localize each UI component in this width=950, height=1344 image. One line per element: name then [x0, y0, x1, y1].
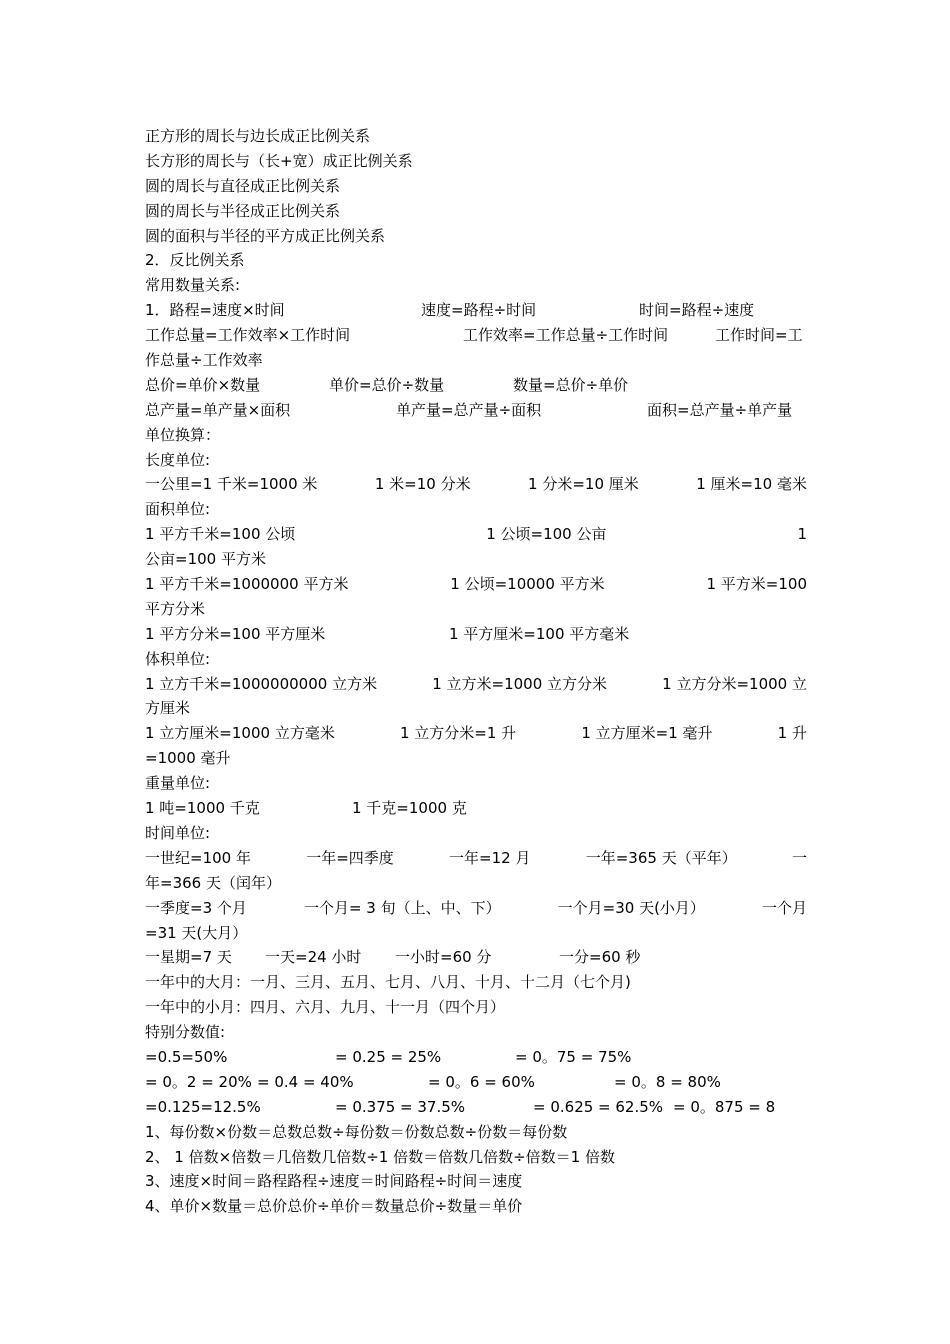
- section-heading: 特别分数值:: [145, 1023, 226, 1042]
- text-row: [145, 1045, 807, 1070]
- conversion: 1 米=10 分米: [374, 475, 471, 494]
- text-row: [145, 622, 807, 647]
- conversion: 一个月=30 天(小月）: [557, 898, 705, 917]
- text-row: [145, 945, 807, 970]
- conversion: 1 立方米=1000 立方分米: [432, 674, 608, 693]
- section-heading: 2．反比例关系: [145, 251, 245, 270]
- formula: 单产量=总产量÷面积: [396, 400, 542, 419]
- text-line: 圆的面积与半径的平方成正比例关系: [145, 226, 386, 245]
- text-line: 圆的周长与半径成正比例关系: [145, 201, 341, 220]
- text-line: 公亩=100 平方米: [145, 550, 266, 569]
- text-row: [145, 398, 807, 423]
- fraction-value: = 0.25 = 25%: [335, 1047, 442, 1066]
- conversion: 1 平方厘米=100 平方毫米: [449, 624, 630, 643]
- conversion: 一星期=7 天: [145, 948, 232, 967]
- conversion: 一分=60 秒: [559, 948, 641, 967]
- text-line: 长方形的周长与（长+宽）成正比例关系: [145, 151, 413, 170]
- conversion: 一小时=60 分: [395, 948, 492, 967]
- conversion: 1 千克=1000 克: [352, 799, 467, 818]
- conversion: 1: [797, 525, 807, 544]
- text-row: [145, 721, 807, 746]
- section-heading: 时间单位:: [145, 823, 211, 842]
- fraction-value: =0.125=12.5%: [145, 1097, 261, 1116]
- section-heading: 重量单位:: [145, 774, 211, 793]
- text-row: [145, 672, 807, 697]
- text-line: 一年中的小月：四月、六月、九月、十一月（四个月）: [145, 998, 506, 1017]
- fraction-value: = 0。875 = 8: [673, 1097, 776, 1116]
- text-line: 年=366 天（闰年）: [145, 873, 281, 892]
- formula: 1．路程=速度×时间: [145, 301, 285, 320]
- fraction-value: = 0.625 = 62.5%: [533, 1097, 664, 1116]
- text-row: [145, 522, 807, 547]
- text-row: [145, 472, 807, 497]
- formula: 工作总量=工作效率×工作时间: [145, 326, 351, 345]
- section-heading: 体积单位:: [145, 649, 211, 668]
- conversion: 一年=365 天（平年）: [585, 848, 737, 867]
- conversion: 1 平方千米=1000000 平方米: [145, 575, 349, 594]
- text-line: =1000 毫升: [145, 749, 231, 768]
- conversion: 一天=24 小时: [265, 948, 362, 967]
- fraction-value: = 0。75 = 75%: [515, 1047, 632, 1066]
- section-heading: 面积单位:: [145, 500, 211, 519]
- conversion: 一个月= 3 旬（上、中、下）: [303, 898, 501, 917]
- document-page: [145, 124, 807, 1219]
- formula: 速度=路程÷时间: [421, 301, 537, 320]
- conversion: 1 立方厘米=1000 立方毫米: [145, 724, 335, 743]
- conversion: 一公里=1 千米=1000 米: [145, 475, 318, 494]
- formula: 数量=总价÷单价: [513, 375, 629, 394]
- conversion: 1 吨=1000 千克: [145, 799, 260, 818]
- fraction-value: = 0。6 = 60%: [428, 1072, 535, 1091]
- text-row: [145, 298, 807, 323]
- conversion: 一个月: [761, 898, 807, 917]
- conversion: 1 分米=10 厘米: [528, 475, 639, 494]
- formula: 单价=总价÷数量: [329, 375, 445, 394]
- section-heading: 单位换算：: [145, 425, 221, 444]
- text-row: [145, 1070, 807, 1095]
- formula: 总价=单价×数量: [145, 375, 261, 394]
- text-line: 一年中的大月：一月、三月、五月、七月、八月、十月、十二月（七个月): [145, 973, 631, 992]
- text-line: =31 天(大月）: [145, 923, 248, 942]
- conversion: 1 平方米=100: [706, 575, 807, 594]
- conversion: 一季度=3 个月: [145, 898, 247, 917]
- formula: 时间=路程÷速度: [639, 301, 755, 320]
- section-heading: 长度单位:: [145, 450, 211, 469]
- text-line: 4、单价×数量＝总价总价÷单价＝数量总价÷数量＝单价: [145, 1197, 523, 1216]
- text-row: [145, 323, 807, 348]
- fraction-value: = 0。2 = 20%: [145, 1072, 252, 1091]
- conversion: 1 平方千米=100 公顷: [145, 525, 296, 544]
- conversion: 一年=四季度: [306, 848, 394, 867]
- text-line: 1、每份数×份数＝总数总数÷每份数＝份数总数÷份数＝每份数: [145, 1122, 568, 1141]
- conversion: 1 立方分米=1 升: [399, 724, 517, 743]
- conversion: 1 厘米=10 毫米: [696, 475, 807, 494]
- text-line: 2、 1 倍数×倍数＝几倍数几倍数÷1 倍数＝倍数几倍数÷倍数＝1 倍数: [145, 1147, 615, 1166]
- fraction-value: = 0。8 = 80%: [614, 1072, 721, 1091]
- conversion: 一: [791, 848, 807, 867]
- conversion: 1 公顷=10000 平方米: [450, 575, 605, 594]
- text-row: [145, 846, 807, 871]
- conversion: 1 公顷=100 公亩: [486, 525, 607, 544]
- formula: 总产量=单产量×面积: [145, 400, 291, 419]
- text-row: [145, 572, 807, 597]
- text-line: 方厘米: [145, 699, 191, 718]
- conversion: 一年=12 月: [449, 848, 531, 867]
- fraction-value: = 0.4 = 40%: [257, 1072, 354, 1091]
- conversion: 一世纪=100 年: [145, 848, 251, 867]
- text-row: [145, 1095, 807, 1120]
- conversion: 1 立方分米=1000 立: [662, 674, 807, 693]
- conversion: 1 立方千米=1000000000 立方米: [145, 674, 378, 693]
- text-line: 作总量÷工作效率: [145, 351, 263, 370]
- text-row: [145, 896, 807, 921]
- text-row: [145, 796, 807, 821]
- conversion: 1 立方厘米=1 毫升: [581, 724, 713, 743]
- formula: 工作时间=工: [715, 326, 803, 345]
- fraction-value: = 0.375 = 37.5%: [335, 1097, 466, 1116]
- section-heading: 常用数量关系:: [145, 276, 241, 295]
- text-row: [145, 373, 807, 398]
- fraction-value: =0.5=50%: [145, 1047, 228, 1066]
- formula: 面积=总产量÷单产量: [647, 400, 793, 419]
- text-line: 圆的周长与直径成正比例关系: [145, 176, 341, 195]
- text-line: 平方分米: [145, 599, 206, 618]
- formula: 工作效率=工作总量÷工作时间: [463, 326, 669, 345]
- text-line: 正方形的周长与边长成正比例关系: [145, 127, 371, 145]
- conversion: 1 升: [777, 724, 807, 743]
- text-line: 3、速度×时间＝路程路程÷速度＝时间路程÷时间＝速度: [145, 1172, 523, 1191]
- conversion: 1 平方分米=100 平方厘米: [145, 624, 326, 643]
